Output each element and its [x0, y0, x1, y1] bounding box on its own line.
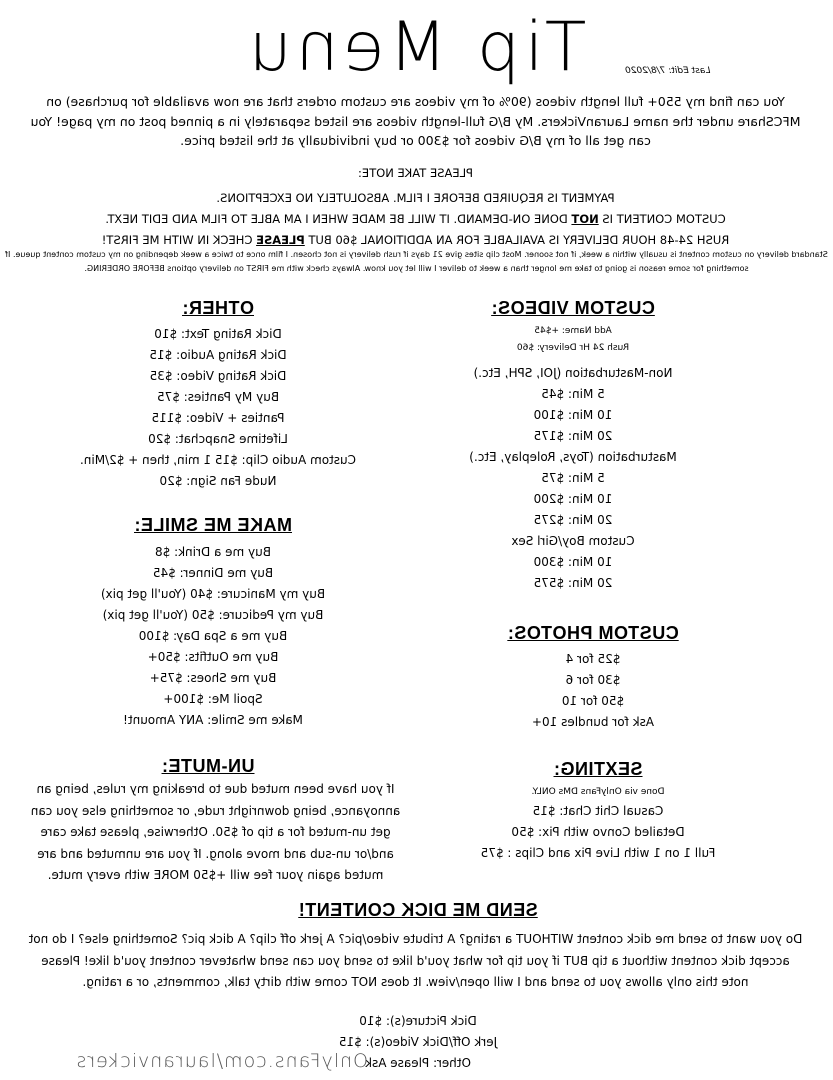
list-item: Custom Boy/Girl Sex: [511, 534, 635, 548]
list-item: Non-Masturbation (JOI, SPH, Etc.): [473, 366, 673, 380]
list-item: $30 for 6: [565, 673, 621, 687]
list-item: Done via OnlyFans DMs ONLY.: [531, 787, 665, 797]
un-mute-paragraph: If you have been muted due to breaking my rules, being an annoyance, being downright rude, or something else you can get un-muted for a tip of $50. Otherwise, please take care and/or un-sub and move along. If you are unmuted and are muted again your fee will +$50 MORE with every mute.: [30, 782, 401, 882]
list-item: Lifetime Snapchat: $20: [148, 432, 288, 446]
delivery-fine-print: Standard delivery on custom content is usually within a week, if not sooner. Most clip sites give 21 days if rush delivery is not chosen. I film once to twice a week depending on my custom content queue. If something for some reason is going to take me longer than a week to deliver I will let you know. Always check with me FIRST on delivery options BEFORE ORDERING.: [5, 250, 828, 273]
list-item: 10 Min: $300: [533, 555, 613, 569]
custom-photos-list: [513, 649, 673, 733]
list-item: Rush 24 Hr Delivery: $60: [516, 343, 630, 353]
list-item: Dick Rating Audio: $15: [149, 348, 287, 362]
list-item: Masturbation (Toys, Roleplay, Etc.): [469, 450, 677, 464]
last-edit-date: Last Edit: 7/8/2020: [625, 66, 711, 76]
list-item: Panties + Video: $115: [151, 411, 285, 425]
list-item: Buy me Shoes: $75+: [149, 671, 277, 685]
list-item: Add Name: +$45: [534, 326, 612, 336]
list-item: Buy me Outfits: $50+: [147, 650, 279, 664]
list-item: Ask for bundles 10+: [531, 715, 655, 729]
list-item: Full 1 on 1 with Live Pix and Clips : $75: [480, 846, 716, 860]
list-item: Detailed Convo with Pix: $50: [511, 825, 685, 839]
other-heading: OTHER:: [182, 298, 254, 318]
list-item: Dick Picture(s): $10: [359, 1014, 477, 1028]
list-item: Make me Smile: ANY Amount!: [123, 713, 303, 727]
list-item: Spoil Me: $100+: [163, 692, 263, 706]
list-item: Buy me Dinner: $45: [152, 566, 274, 580]
note-line-payment: PAYMENT IS REQUIRED BEFORE I FILM. ABSOLUTELY NO EXCEPTIONS.: [216, 191, 615, 205]
list-item: Buy my Pedicure: $50 (You'll get pix): [102, 608, 324, 622]
intro-paragraph: You can find my 550+ full length videos (90% of my videos are custom orders that are now available for purchase) on MFCShare under the name LauranVickers. My B/G full-length videos are listed separately in a pinned post on my page! You can get all of my B/G videos for $300 or buy individually at the listed price.: [30, 94, 801, 148]
notes-block: [28, 188, 803, 251]
list-item: Buy me a Spa Day: $100: [138, 629, 288, 643]
make-me-smile-heading: MAKE ME SMILE:: [134, 515, 292, 535]
page-title: Tip Menu: [244, 8, 587, 87]
list-item: Buy me a Drink: $8: [155, 545, 271, 559]
list-item: Nude Fan Sign: $20: [159, 474, 277, 488]
list-item: 10 Min: $100: [533, 408, 613, 422]
un-mute-heading: UN-MUTE:: [161, 756, 255, 776]
send-content-paragraph: Do you want to send me dick content WITHOUT a rating? A tribute video/pic? A jerk off clip? A dick pic? Something else? I do not accept dick content without a tip BUT if you tip for what you'd like to send you can send whatever content you'd like! Please note this only allows you to send and I will open/view. It does NOT come with dirty talk, comments, or a rating.: [28, 932, 803, 989]
list-item: Buy my Manicure: $40 (You'll get pix): [100, 587, 326, 601]
send-content-heading: SEND ME DICK CONTENT!: [298, 900, 538, 920]
list-item: $25 for 4: [565, 652, 621, 666]
list-item: 20 Min: $175: [533, 429, 613, 443]
list-item: Custom Audio Clip: $15 1 min, then + $2/Min.: [79, 453, 357, 467]
note-emphasis-please: PLEASE: [256, 233, 305, 247]
list-item: 5 Min: $45: [541, 387, 605, 401]
custom-videos-heading: CUSTOM VIDEOS:: [491, 298, 655, 318]
note-line-on-demand: CUSTOM CONTENT IS NOT DONE ON-DEMAND. IT WILL BE MADE WHEN I AM ABLE TO FILM AND EDIT NEXT.: [105, 212, 726, 226]
list-item: 5 Min: $75: [541, 471, 605, 485]
notes-heading: PLEASE TAKE NOTE:: [358, 166, 473, 180]
list-item: Buy My Panties: $75: [156, 390, 280, 404]
note-line-rush: RUSH 24-48 HOUR DELIVERY IS AVAILABLE FOR AN ADDITIONAL $60 BUT PLEASE CHECK IN WITH ME FIRST!: [101, 233, 730, 247]
list-item: Other: Please Ask: [365, 1056, 471, 1070]
note-emphasis-not: NOT: [571, 212, 599, 226]
sexting-heading: SEXTING:: [553, 759, 643, 779]
watermark: OnlyFans.com/lauranvickers: [75, 1050, 368, 1072]
list-item: 10 Min: $200: [533, 492, 613, 506]
custom-videos-list: [443, 323, 703, 594]
make-me-smile-list: [83, 542, 343, 731]
other-list: [63, 324, 373, 492]
list-item: Dick Rating Text: $10: [154, 327, 282, 341]
sexting-list: [473, 784, 723, 864]
list-item: Jerk Off/Dick Video(s): $15: [338, 1035, 498, 1049]
list-item: 20 Min: $275: [533, 513, 613, 527]
list-item: $50 for 10: [561, 694, 625, 708]
list-item: Dick Rating Video: $35: [149, 369, 287, 383]
custom-photos-heading: CUSTOM PHOTOS:: [507, 623, 679, 643]
list-item: 20 Min: $575: [533, 576, 613, 590]
list-item: Casual Chit Chat: $15: [532, 804, 664, 818]
